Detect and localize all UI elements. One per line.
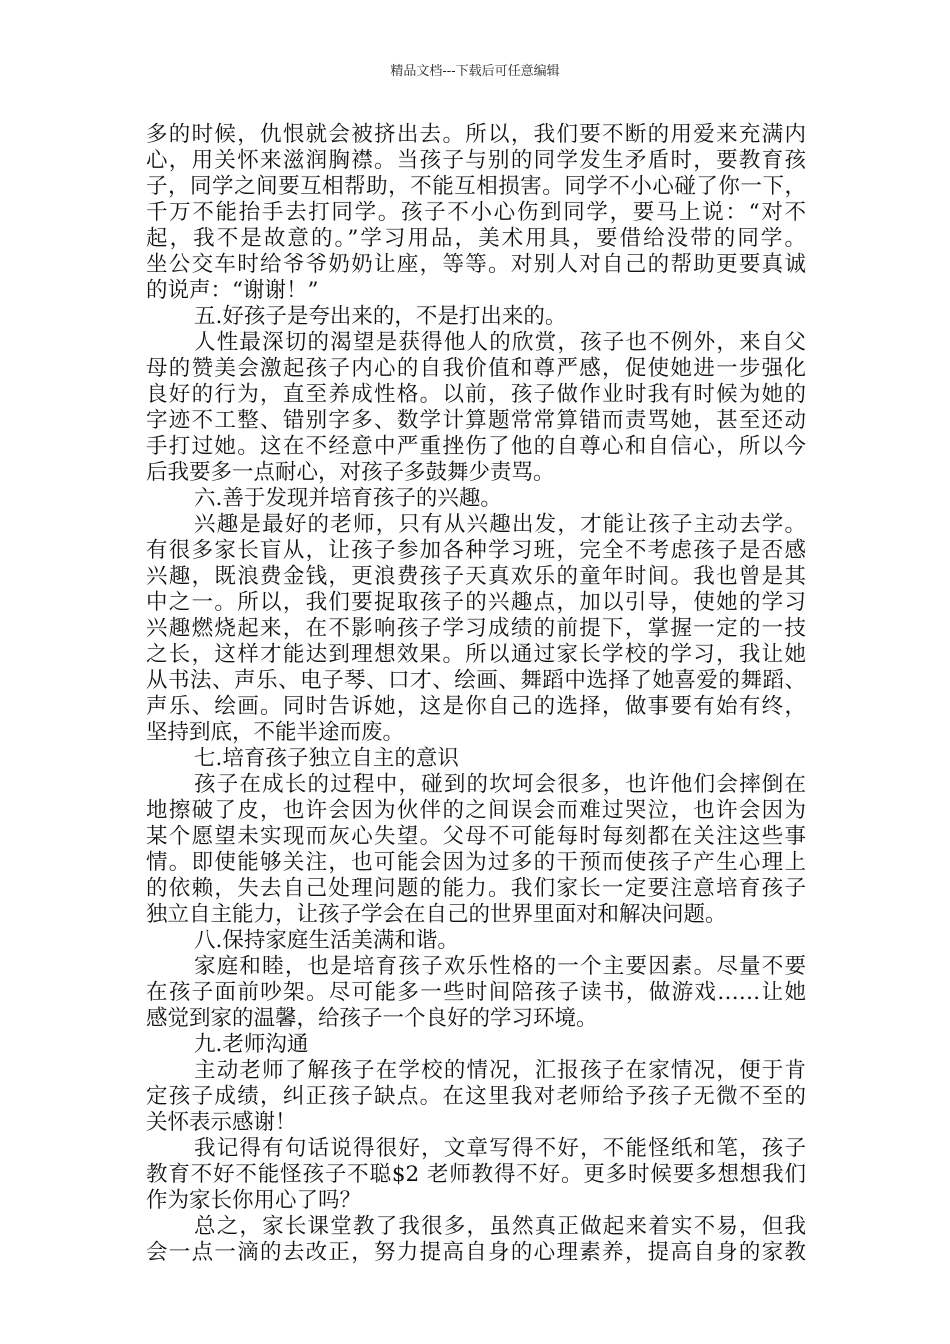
text-line: 坚持到底，不能半途而废。: [146, 720, 405, 745]
text-line: 字迹不工整、错别字多、数学计算题常常算错而责骂她，甚至还动: [146, 408, 806, 433]
text-line: 良好的行为，直至养成性格。以前，孩子做作业时我有时候为她的: [146, 382, 806, 407]
text-line: 教育不好不能怪孩子不聪$2 老师教得不好。更多时候要多想想我们: [146, 1162, 806, 1187]
text-line: 多的时候，仇恨就会被挤出去。所以，我们要不断的用爱来充满内: [146, 122, 806, 147]
text-line: 关怀表示感谢！: [146, 1110, 297, 1135]
text-line: 在孩子面前吵架。尽可能多一些时间陪孩子读书，做游戏……让她: [146, 980, 806, 1005]
text-line: 兴趣是最好的老师，只有从兴趣出发，才能让孩子主动去学。: [194, 512, 806, 537]
text-line: 心，用关怀来滋润胸襟。当孩子与别的同学发生矛盾时，要教育孩: [146, 148, 806, 173]
text-line: 五.好孩子是夸出来的，不是打出来的。: [194, 304, 567, 329]
page-header: 精品文档---下载后可任意编辑: [390, 64, 560, 79]
text-line: 母的赞美会激起孩子内心的自我价值和尊严感，促使她进一步强化: [146, 356, 806, 381]
text-line: 起，我不是故意的。”学习用品，美术用具，要借给没带的同学。: [146, 226, 806, 251]
text-line: 后我要多一点耐心，对孩子多鼓舞少责骂。: [146, 460, 555, 485]
text-line: 有很多家长盲从，让孩子参加各种学习班，完全不考虑孩子是否感: [146, 538, 806, 563]
text-line: 手打过她。这在不经意中严重挫伤了他的自尊心和自信心，所以今: [146, 434, 806, 459]
text-line: 主动老师了解孩子在学校的情况，汇报孩子在家情况，便于肯: [194, 1058, 806, 1083]
text-line: 家庭和睦，也是培育孩子欢乐性格的一个主要因素。尽量不要: [194, 954, 806, 979]
text-line: 九.老师沟通: [194, 1032, 309, 1057]
text-line: 七.培育孩子独立自主的意识: [194, 746, 459, 771]
text-line: 我记得有句话说得很好，文章写得不好，不能怪纸和笔，孩子: [194, 1136, 806, 1161]
text-line: 独立自主能力，让孩子学会在自己的世界里面对和解决问题。: [146, 902, 727, 927]
document-body: [146, 122, 806, 1266]
text-line: 总之，家长课堂教了我很多，虽然真正做起来着实不易，但我: [194, 1214, 806, 1239]
text-line: 之长，这样才能达到理想效果。所以通过家长学校的学习，我让她: [146, 642, 806, 667]
text-line: 六.善于发现并培育孩子的兴趣。: [194, 486, 502, 511]
text-line: 的依赖，失去自己处理问题的能力。我们家长一定要注意培育孩子: [146, 876, 806, 901]
text-line: 坐公交车时给爷爷奶奶让座，等等。对别人对自己的帮助更要真诚: [146, 252, 806, 277]
text-line: 八.保持家庭生活美满和谐。: [194, 928, 459, 953]
text-line: 孩子在成长的过程中，碰到的坎坷会很多，也许他们会摔倒在: [194, 772, 806, 797]
text-line: 的说声：“谢谢！”: [146, 278, 319, 303]
text-line: 情。即使能够关注，也可能会因为过多的干预而使孩子产生心理上: [146, 850, 806, 875]
text-line: 地擦破了皮，也许会因为伙伴的之间误会而难过哭泣，也许会因为: [146, 798, 806, 823]
text-line: 会一点一滴的去改正，努力提高自身的心理素养，提高自身的家教: [146, 1240, 806, 1265]
text-line: 作为家长你用心了吗？: [146, 1188, 362, 1213]
text-line: 子，同学之间要互相帮助，不能互相损害。同学不小心碰了你一下，: [146, 174, 806, 199]
text-line: 兴趣，既浪费金钱，更浪费孩子天真欢乐的童年时间。我也曾是其: [146, 564, 806, 589]
text-line: 中之一。所以，我们要捉取孩子的兴趣点，加以引导，使她的学习: [146, 590, 806, 615]
text-line: 感觉到家的温馨，给孩子一个良好的学习环境。: [146, 1006, 598, 1031]
text-line: 千万不能抬手去打同学。孩子不小心伤到同学，要马上说：“对不: [146, 200, 806, 225]
text-line: 声乐、绘画。同时告诉她，这是你自己的选择，做事要有始有终，: [146, 694, 806, 719]
text-line: 人性最深切的渴望是获得他人的欣赏，孩子也不例外，来自父: [194, 330, 806, 355]
text-line: 兴趣燃烧起来，在不影响孩子学习成绩的前提下，掌握一定的一技: [146, 616, 806, 641]
text-line: 定孩子成绩，纠正孩子缺点。在这里我对老师给予孩子无微不至的: [146, 1084, 806, 1109]
text-line: 从书法、声乐、电子琴、口才、绘画、舞蹈中选择了她喜爱的舞蹈、: [146, 668, 806, 693]
text-line: 某个愿望未实现而灰心失望。父母不可能每时每刻都在关注这些事: [146, 824, 806, 849]
